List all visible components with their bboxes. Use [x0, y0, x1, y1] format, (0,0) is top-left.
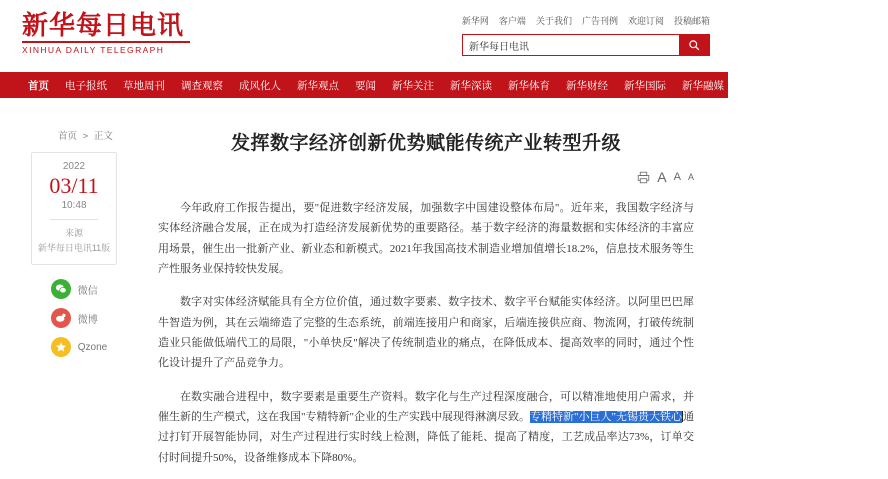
nav-item-indepth[interactable]: 新华深读 — [450, 79, 492, 92]
logo-english-text: XINHUA DAILY TELEGRAPH — [22, 45, 165, 56]
paragraph-text-before: 在数实融合进程中，数字要素是重要生产资料。数字化与生产过程深度融合，可以精准地使用户需求，并催生新的生产模式，这在我国"专精特新"企业的生产实践中展现得淋漓尽致。 — [158, 390, 694, 424]
article-paragraph: 数字对实体经济赋能具有全方位价值，通过数字要素、数字技术、数字平台赋能实体经济。以阿里巴巴犀牛智造为例，其在云端缔造了完整的生态系统，前端连接用户和商家，后端连接供应商、物流网，打破传统制造业只能做低端代工的局限，"小单快反"解决了传统制造业的痛点，在降低成本、提高效率的同时，通过个性化设计提升了产品竞争力。 — [158, 296, 694, 370]
top-link-3[interactable]: 广告刊例 — [581, 16, 618, 26]
share-list — [41, 279, 107, 357]
article-paragraph: 今年政府工作报告提出，要"促进数字经济发展，加强数字中国建设整体布局"。近年来，我国数字经济与实体经济融合发展，正在成为打造经济发展新优势的重要路径。基于数字经济的海量数据和实体经济的丰富应用场景，催生出一批新产业、新业态和新模式。2021年我国高技术制造业增加值增长18.2%，信息技术服务等生产性服务业保持较快发展。 — [158, 202, 694, 276]
source-value: 新华每日电讯11版 — [37, 243, 111, 254]
publish-monthday: 03/11 — [49, 173, 99, 198]
nav-item-world[interactable]: 看天下 — [856, 79, 888, 92]
selected-text[interactable]: 专精特新"小巨人"无锡贵大铁心 — [530, 411, 682, 424]
breadcrumb-home[interactable]: 首页 — [58, 131, 78, 142]
main-nav — [0, 72, 888, 98]
nav-item-epaper[interactable]: 电子报纸 — [65, 79, 107, 92]
top-link-4[interactable]: 欢迎订阅 — [627, 16, 664, 26]
share-item-weibo[interactable] — [51, 308, 98, 328]
publish-year: 2022 — [62, 161, 86, 172]
nav-item-viewpoint[interactable]: 新华观点 — [297, 79, 339, 92]
article-meta-card — [31, 152, 117, 265]
breadcrumb-current: 正文 — [93, 131, 113, 142]
font-size-large-button[interactable]: A — [657, 169, 667, 185]
content-area — [0, 98, 728, 479]
top-link-5[interactable]: 投稿邮箱 — [673, 16, 710, 26]
logo-divider — [22, 41, 190, 43]
publish-time: 10:48 — [61, 200, 87, 212]
nav-item-topics[interactable]: 精彩专题 — [740, 79, 782, 92]
nav-item-finance[interactable]: 新华财经 — [566, 79, 608, 92]
weibo-icon — [51, 308, 71, 328]
search-button[interactable] — [679, 35, 709, 55]
nav-item-international[interactable]: 新华国际 — [624, 79, 666, 92]
share-label-weibo: 微博 — [77, 314, 98, 326]
site-logo[interactable] — [22, 12, 190, 55]
article-main — [148, 104, 728, 479]
nav-item-sports[interactable]: 新华体育 — [508, 79, 550, 92]
top-links — [462, 14, 710, 27]
nav-item-health[interactable]: 医卫健康 — [798, 79, 840, 92]
article-paragraph — [158, 387, 694, 468]
search-input[interactable] — [463, 35, 679, 55]
share-label-wechat: 微信 — [77, 285, 98, 297]
top-link-2[interactable]: 关于我们 — [535, 16, 572, 26]
search-box[interactable] — [462, 34, 710, 56]
search-icon — [688, 39, 700, 51]
article-tools — [158, 169, 694, 185]
nav-item-media[interactable]: 新华融媒 — [682, 79, 724, 92]
source-label: 来源 — [64, 228, 83, 239]
wechat-icon — [51, 279, 71, 299]
nav-item-investigation[interactable]: 调查观察 — [181, 79, 223, 92]
meta-divider — [50, 219, 98, 220]
site-header — [0, 0, 728, 72]
header-right — [462, 12, 710, 56]
nav-item-chengfeng[interactable]: 成风化人 — [239, 79, 281, 92]
top-link-0[interactable]: 新华网 — [461, 16, 489, 26]
article-sidebar — [0, 104, 148, 479]
breadcrumb-separator: > — [82, 131, 89, 142]
qzone-icon — [51, 337, 71, 357]
nav-item-caodi[interactable]: 草地周刊 — [123, 79, 165, 92]
share-label-qzone: Qzone — [77, 341, 108, 353]
font-size-medium-button[interactable]: A — [673, 171, 681, 183]
nav-item-headline[interactable]: 要闻 — [355, 79, 376, 92]
top-link-1[interactable]: 客户端 — [498, 16, 526, 26]
logo-chinese-text: 新华每日电讯 — [22, 11, 185, 40]
breadcrumb — [58, 128, 113, 142]
share-item-wechat[interactable] — [51, 279, 98, 299]
nav-item-home[interactable]: 首页 — [28, 79, 49, 92]
page-title: 发挥数字经济创新优势赋能传统产业转型升级 — [230, 133, 621, 154]
print-icon[interactable] — [637, 171, 650, 184]
nav-item-focus[interactable]: 新华关注 — [392, 79, 434, 92]
font-size-small-button[interactable]: A — [687, 172, 694, 182]
share-item-qzone[interactable] — [51, 337, 107, 357]
paragraph-text-after: 通过打钉开展智能协同，对生产过程进行实时线上检测，降低了能耗、提高了精度，工艺成品率达73%，订单交付时间提升50%，设备维修成本下降80%。 — [158, 411, 695, 464]
